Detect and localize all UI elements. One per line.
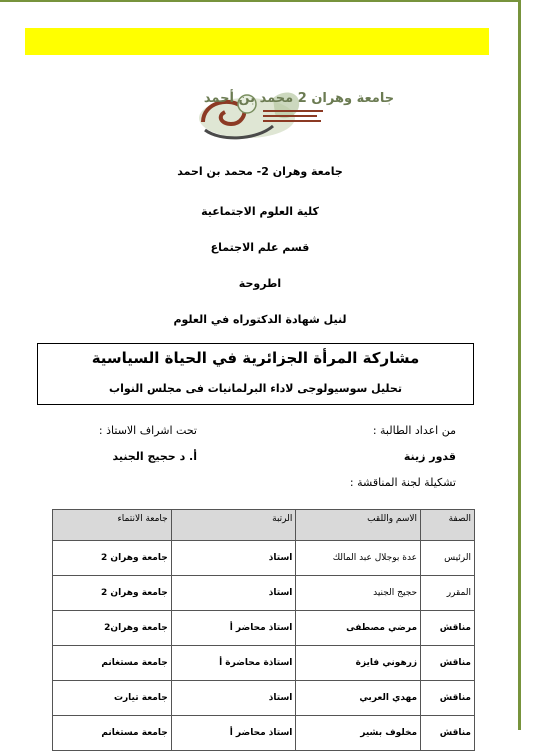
thesis-title-box (37, 343, 474, 405)
header-university: جامعة الانتماء (53, 510, 172, 541)
header-role: الصفة (421, 510, 475, 541)
committee-label: تشكيلة لجنة المناقشة : (349, 476, 456, 489)
table-row (53, 611, 475, 646)
cell-role: مناقش (421, 646, 475, 681)
logo-title-text: جامعة وهران 2 محمد بن أحمد (203, 91, 395, 106)
supervisor-name: أ. د حجيج الجنيد (112, 450, 197, 463)
cell-university: جامعة مستغانم (53, 716, 172, 751)
cell-rank: استاذة محاضرة أ (171, 646, 296, 681)
table-row (53, 716, 475, 751)
cell-role: الرئيس (421, 541, 475, 576)
committee-header-row (53, 510, 475, 541)
page-border-top (0, 0, 520, 2)
table-row (53, 646, 475, 681)
cell-rank: استاذ (171, 541, 296, 576)
supervised-by-label: تحت اشراف الاستاذ : (98, 424, 197, 437)
cell-name: حجيج الجنيد (296, 576, 421, 611)
cell-rank: استاذ محاضر أ (171, 716, 296, 751)
university-name: جامعة وهران 2- محمد بن احمد (177, 165, 343, 178)
header-rank: الرتبة (171, 510, 296, 541)
degree-line: لنيل شهادة الدكتوراه في العلوم (173, 313, 347, 326)
document-type: اطروحة (238, 277, 282, 290)
cell-role: مناقش (421, 611, 475, 646)
yellow-highlight-bar (25, 28, 489, 55)
header-name: الاسم واللقب (296, 510, 421, 541)
thesis-subtitle: تحليل سوسيولوجى لاداء البرلمانيات فى مجلس النواب (109, 382, 402, 395)
committee-table (52, 509, 475, 751)
thesis-title: مشاركة المرأة الجزائرية في الحياة السياسية (91, 349, 420, 367)
cell-university: جامعة مستغانم (53, 646, 172, 681)
cell-name: مرضي مصطفى (296, 611, 421, 646)
cell-name: مهدي العربي (296, 681, 421, 716)
department-name: قسم علم الاجتماع (210, 241, 310, 254)
cell-role: مناقش (421, 681, 475, 716)
student-name: قدور زينة (403, 450, 456, 463)
cell-rank: استاذ محاضر أ (171, 611, 296, 646)
page-border-right (518, 0, 521, 730)
cell-rank: استاذ (171, 576, 296, 611)
faculty-name: كلية العلوم الاجتماعية (201, 205, 319, 218)
table-row (53, 541, 475, 576)
table-row (53, 576, 475, 611)
cell-university: جامعة وهران 2 (53, 541, 172, 576)
table-row (53, 681, 475, 716)
cell-university: جامعة وهران2 (53, 611, 172, 646)
cell-university: جامعة وهران 2 (53, 576, 172, 611)
cell-name: زرهوني فايزة (296, 646, 421, 681)
university-logo (181, 78, 395, 144)
cell-name: مخلوف بشير (296, 716, 421, 751)
cell-role: المقرر (421, 576, 475, 611)
cell-role: مناقش (421, 716, 475, 751)
prepared-by-label: من اعداد الطالبة : (372, 424, 456, 437)
cell-name: عدة بوجلال عبد المالك (296, 541, 421, 576)
cell-university: جامعة تيارت (53, 681, 172, 716)
cell-rank: استاذ (171, 681, 296, 716)
